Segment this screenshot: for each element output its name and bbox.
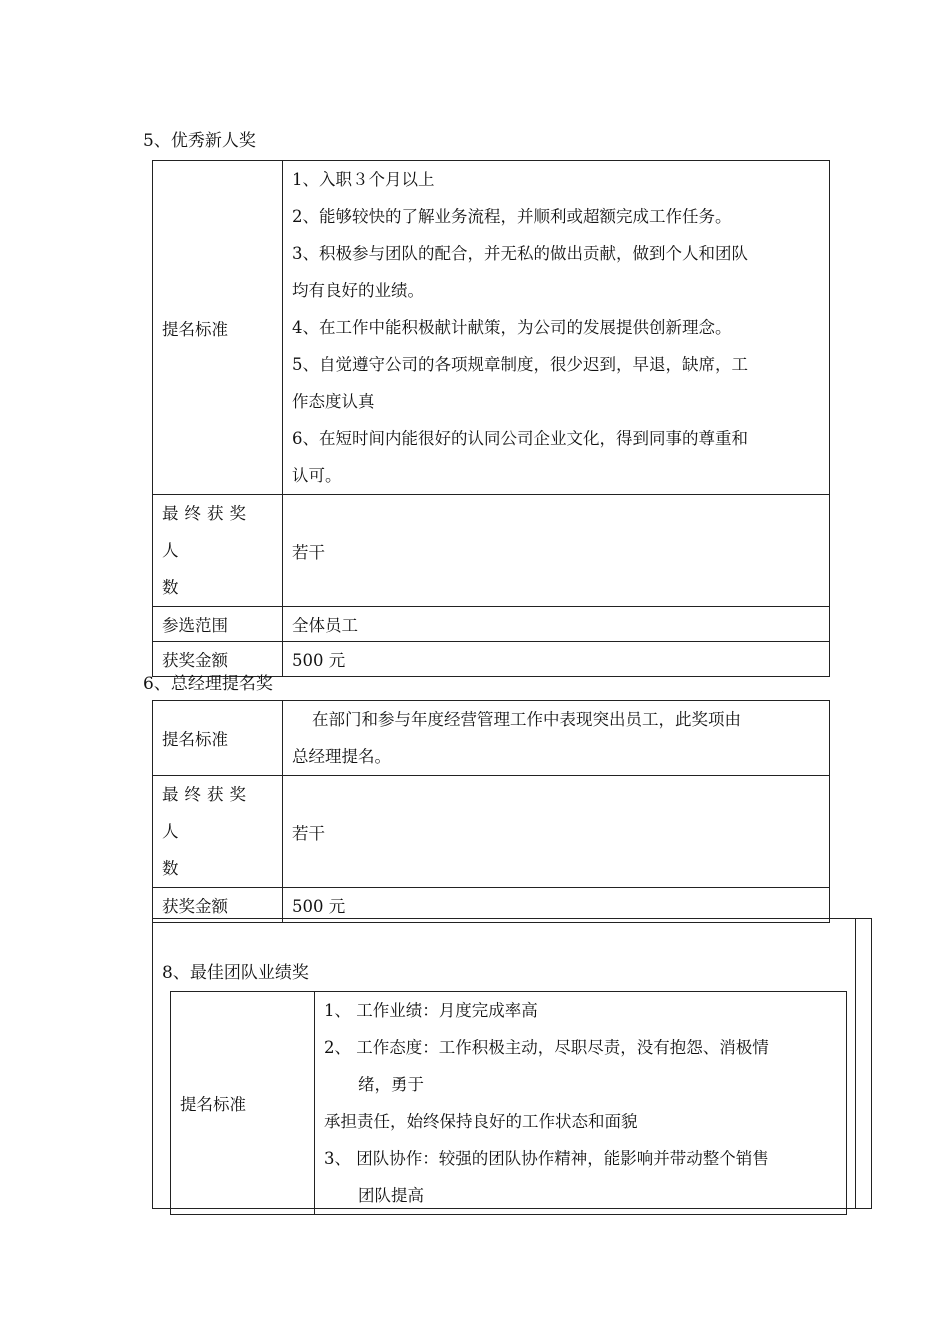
criteria-line: 承担责任，始终保持良好的工作状态和面貌 xyxy=(324,1112,638,1131)
winners-value: 若干 xyxy=(283,776,830,888)
criteria-line: 均有良好的业绩。 xyxy=(292,281,424,300)
criteria-label: 提名标准 xyxy=(153,701,283,776)
criteria-line: 3、 团队协作：较强的团队协作精神，能影响并带动整个销售 xyxy=(324,1149,769,1168)
criteria-text: 在部门和参与年度经营管理工作中表现突出员工，此奖项由 总经理提名。 xyxy=(283,701,830,776)
criteria-text xyxy=(315,992,847,1215)
criteria-line: 认可。 xyxy=(292,466,342,485)
section6-heading: 6、总经理提名奖 xyxy=(143,674,273,694)
table-row xyxy=(153,607,830,642)
criteria-line: 2、 工作态度：工作积极主动，尽职尽责，没有抱怨、消极情 xyxy=(324,1038,769,1057)
section6-table xyxy=(152,700,830,923)
criteria-line: 1、 工作业绩：月度完成率高 xyxy=(324,1001,538,1020)
amount-value: 500 元 xyxy=(283,888,830,923)
criteria-line: 绪，勇于 xyxy=(358,1075,424,1094)
criteria-line: 1、入职３个月以上 xyxy=(292,170,435,189)
criteria-label: 提名标准 xyxy=(171,992,315,1215)
criteria-line: 6、在短时间内能很好的认同公司企业文化，得到同事的尊重和 xyxy=(292,429,748,448)
criteria-line: 2、能够较快的了解业务流程，并顺利或超额完成工作任务。 xyxy=(292,207,732,226)
winners-label: 最终获奖人 数 xyxy=(153,776,283,888)
amount-label: 获奖金额 xyxy=(153,888,283,923)
criteria-line: 团队提高 xyxy=(358,1186,424,1205)
scope-value: 全体员工 xyxy=(283,607,830,642)
section8-table xyxy=(170,991,847,1215)
section8-frame-divider xyxy=(855,918,856,1209)
section5-heading: 5、优秀新人奖 xyxy=(143,131,256,151)
section8-heading: 8、最佳团队业绩奖 xyxy=(162,963,309,983)
criteria-line: 5、自觉遵守公司的各项规章制度，很少迟到，早退，缺席，工 xyxy=(292,355,748,374)
table-row xyxy=(153,495,830,607)
winners-label: 最终获奖人 数 xyxy=(153,495,283,607)
criteria-line: 3、积极参与团队的配合，并无私的做出贡献，做到个人和团队 xyxy=(292,244,748,263)
criteria-line: 作态度认真 xyxy=(292,392,375,411)
amount-value: 500 元 xyxy=(283,642,830,677)
amount-label: 获奖金额 xyxy=(153,642,283,677)
winners-value: 若干 xyxy=(283,495,830,607)
table-row xyxy=(153,161,830,495)
scope-label: 参选范围 xyxy=(153,607,283,642)
criteria-label: 提名标准 xyxy=(153,161,283,495)
section5-table xyxy=(152,160,830,677)
table-row xyxy=(171,992,847,1215)
table-row xyxy=(153,776,830,888)
criteria-text xyxy=(283,161,830,495)
criteria-line: 4、在工作中能积极献计献策，为公司的发展提供创新理念。 xyxy=(292,318,732,337)
table-row xyxy=(153,701,830,776)
